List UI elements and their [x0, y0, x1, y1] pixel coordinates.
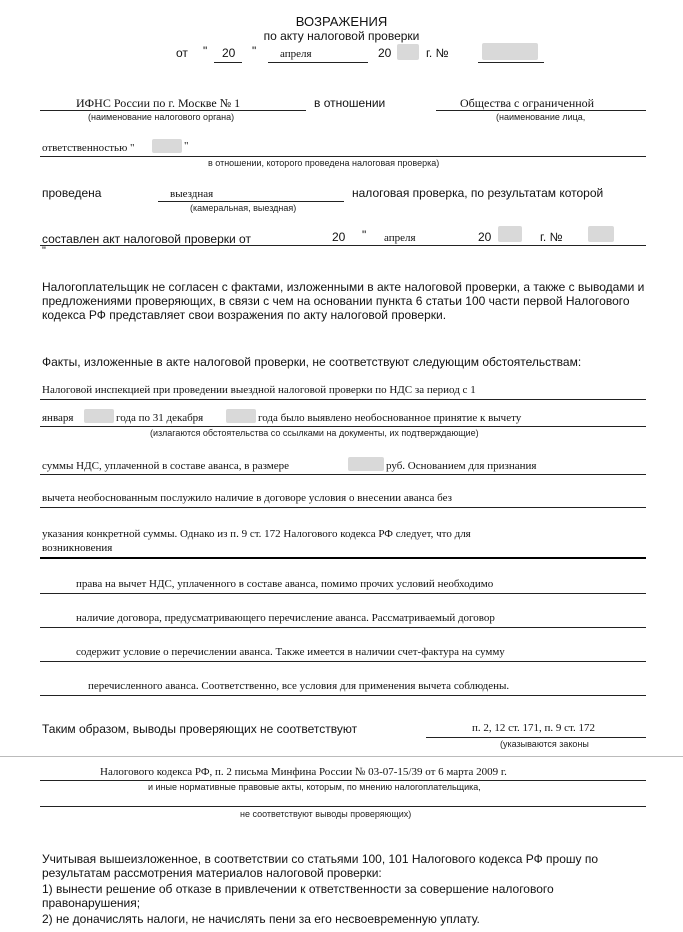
document-title: ВОЗРАЖЕНИЯ [295, 14, 388, 29]
laws-underline [426, 737, 646, 738]
redacted-period-year-start [84, 409, 114, 423]
section-divider [0, 756, 683, 757]
tax-authority-underline [40, 110, 306, 111]
number-underline [478, 62, 544, 63]
redacted-company [152, 139, 182, 153]
acts-caption: и иные нормативные правовые акты, которым, по мнению налогоплательщика, [148, 782, 481, 792]
act-stray-quote: " [42, 245, 46, 257]
act-label: составлен акт налоговой проверки от [42, 232, 251, 246]
document-number-label: г. № [426, 46, 449, 60]
tax-authority-name: ИФНС России по г. Москве № 1 [76, 96, 241, 110]
date-month-underline [268, 62, 368, 63]
date-quote-open: " [203, 44, 208, 58]
act-number-label: г. № [540, 230, 563, 244]
conclusion-text: Таким образом, выводы проверяющих не соответствуют [42, 722, 358, 736]
facts-line-10: перечисленного аванса. Соответственно, все условия для применения вычета соблюдены. [88, 680, 510, 692]
tax-authority-caption: (наименование налогового органа) [88, 112, 235, 122]
redacted-vat-amount [348, 457, 384, 471]
facts-line-2-underline [40, 426, 646, 427]
act-underline [40, 245, 646, 246]
date-day: 20 [222, 46, 236, 60]
redacted-period-year-end [226, 409, 256, 423]
laws-caption: (указываются законы [500, 739, 589, 749]
request-item-1: 1) вынести решение об отказе в привлечении к ответственности за совершение налогового правонарушения; [42, 882, 554, 910]
facts-line-5: указания конкретной суммы. Однако из п. 9 ст. 172 Налогового кодекса РФ следует, что для [42, 528, 471, 540]
audit-type-caption: (камеральная, выездная) [190, 203, 297, 213]
mismatch-caption: не соответствуют выводы проверяющих) [240, 809, 412, 819]
company-underline [436, 110, 646, 111]
act-year-prefix: 20 [478, 230, 492, 244]
facts-line-7: права на вычет НДС, уплаченного в составе аванса, помимо прочих условий необходимо [76, 578, 494, 590]
facts-caption: (излагаются обстоятельства со ссылками на документы, их подтверждающие) [150, 428, 479, 438]
facts-line-6-underline [40, 557, 646, 559]
laws-cont-underline [40, 780, 646, 781]
laws-value: п. 2, 12 ст. 171, п. 9 ст. 172 [472, 722, 595, 734]
facts-line-8: наличие договора, предусматривающего перечисление аванса. Рассматриваемый договор [76, 612, 495, 624]
redacted-act-number [588, 226, 614, 242]
facts-line-1: Налоговой инспекцией при проведении выездной налоговой проверки по НДС за период с 1 [42, 384, 476, 396]
date-day-underline [214, 62, 242, 63]
act-month: апреля [384, 232, 416, 244]
audit-type-underline [158, 201, 344, 202]
request-intro: Учитывая вышеизложенное, в соответствии со статьями 100, 101 Налогового кодекса РФ прошу по результатам рассмотрения материалов налоговой проверки: [42, 852, 599, 880]
facts-line-4-underline [40, 507, 646, 508]
facts-line-2c: года было выявлено необоснованное принятие к вычету [258, 412, 522, 424]
audit-type-value: выездная [170, 188, 214, 200]
facts-intro: Факты, изложенные в акте налоговой проверки, не соответствуют следующим обстоятельствам: [42, 355, 582, 369]
relation-label: в отношении [314, 96, 386, 110]
facts-line-3a: суммы НДС, уплаченной в составе аванса, в размере [42, 460, 289, 472]
act-day: 20 [332, 230, 346, 244]
facts-line-3-underline [40, 474, 646, 475]
facts-line-4: вычета необоснованным послужило наличие в договоре условия о внесении аванса без [42, 492, 452, 504]
audited-entity-caption: в отношении, которого проведена налоговая проверка) [208, 158, 440, 168]
date-quote-close: " [252, 44, 257, 58]
date-month: апреля [280, 48, 312, 60]
facts-line-9: содержит условие о перечислении аванса. Также имеется в наличии счет-фактура на сумму [76, 646, 505, 658]
facts-line-9-underline [40, 661, 646, 662]
request-item-2: 2) не доначислять налоги, не начислять пени за его несвоевременную уплату. [42, 912, 480, 926]
mismatch-underline [40, 806, 646, 807]
facts-line-2b: года по 31 декабря [116, 412, 204, 424]
company-cont-underline [40, 156, 646, 157]
audit-result-text: налоговая проверка, по результатам которой [352, 186, 604, 200]
date-from-label: от [176, 46, 188, 60]
date-year-prefix: 20 [378, 46, 392, 60]
facts-line-2a: января [42, 412, 74, 424]
company-name-cont: ответственностью " [42, 142, 135, 154]
act-quote-close: " [362, 228, 367, 242]
company-caption: (наименование лица, [496, 112, 586, 122]
facts-line-3b: руб. Основанием для признания [386, 460, 537, 472]
redacted-year [397, 44, 419, 60]
company-name: Общества с ограниченной [460, 96, 595, 110]
facts-line-8-underline [40, 627, 646, 628]
facts-line-6: возникновения [42, 542, 113, 554]
laws-cont: Налогового кодекса РФ, п. 2 письма Минфина России № 03-07-15/39 от 6 марта 2009 г. [100, 766, 507, 778]
facts-line-1-underline [40, 399, 646, 400]
redacted-act-year [498, 226, 522, 242]
document-subtitle: по акту налоговой проверки [263, 29, 420, 43]
redacted-number [482, 43, 538, 60]
conducted-label: проведена [42, 186, 102, 200]
facts-line-10-underline [40, 695, 646, 696]
company-quote-close: " [184, 140, 189, 152]
disagreement-paragraph: Налогоплательщик не согласен с фактами, изложенными в акте налоговой проверки, а также с выводами и предложениями проверяющих, в связи с чем на основании пункта 6 статьи 100 части первой Налогового кодекса РФ представляет свои возражения по акту налоговой проверки. [42, 280, 645, 322]
facts-line-7-underline [40, 593, 646, 594]
